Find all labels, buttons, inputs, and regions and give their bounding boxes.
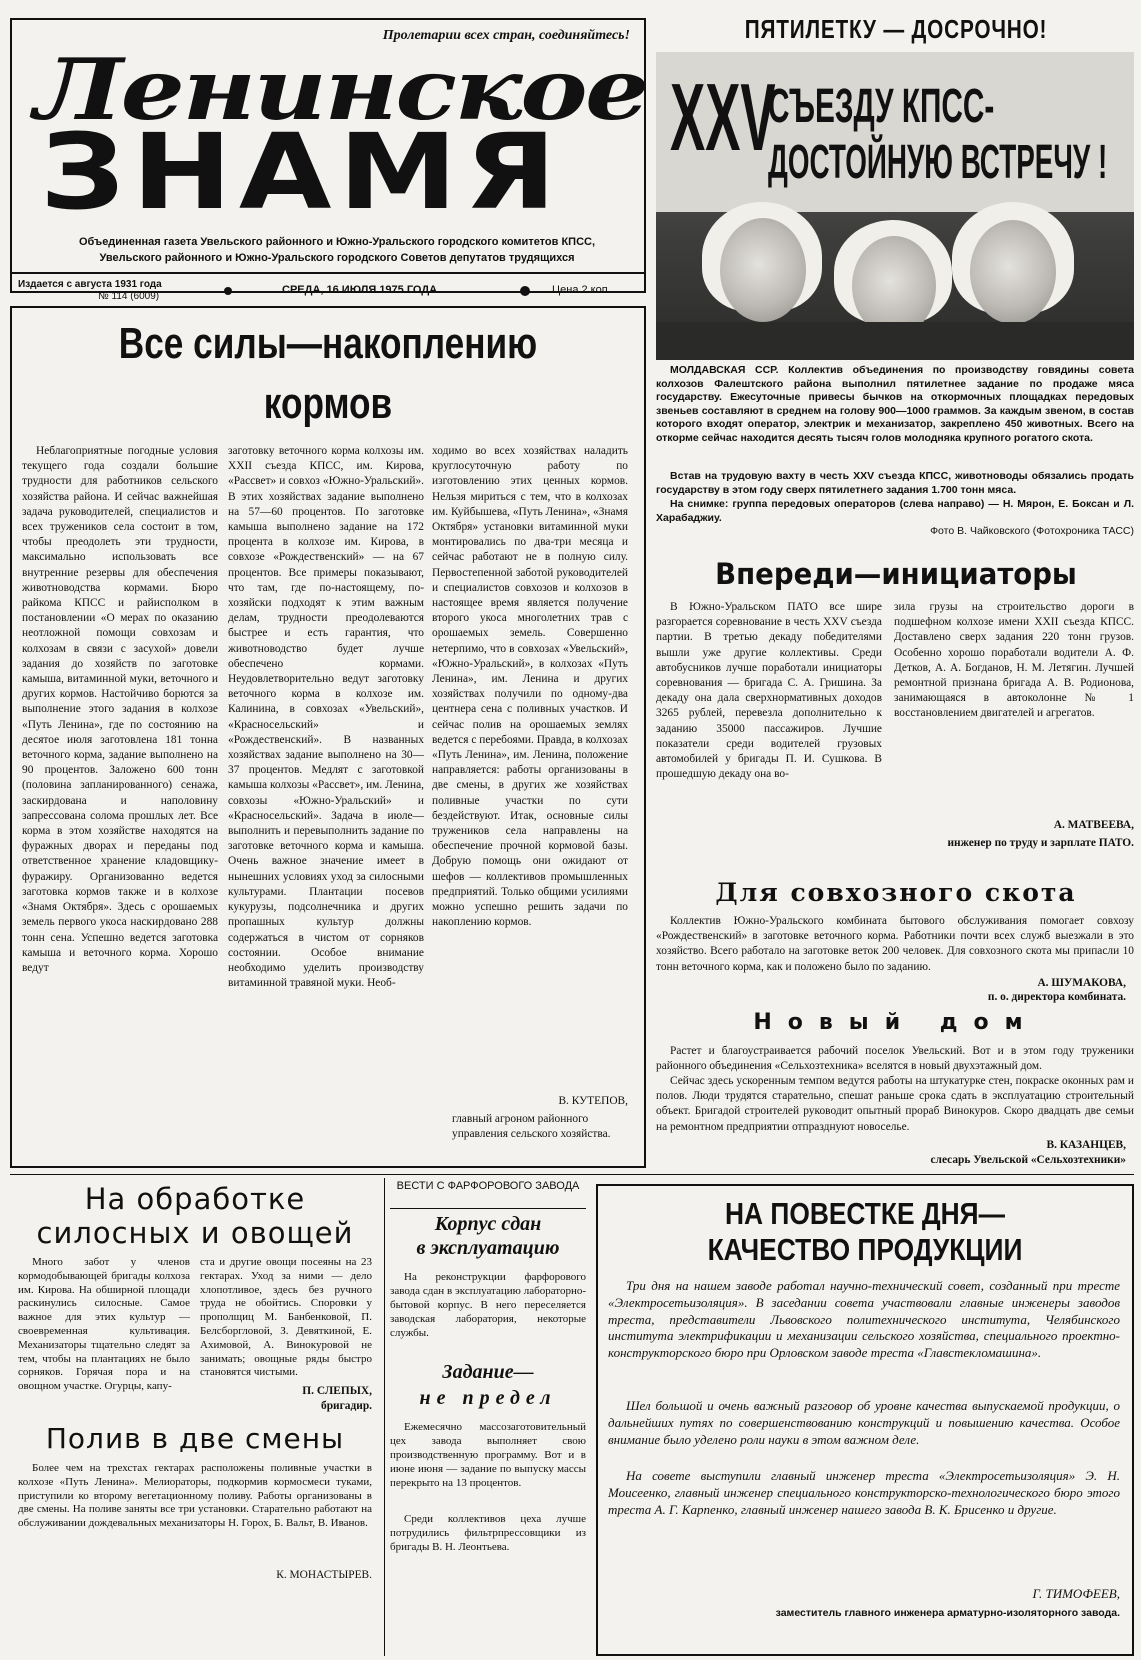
banner-line2: ДОСТОЙНУЮ ВСТРЕЧУ !: [768, 136, 1108, 189]
livestock-author: А. ШУМАКОВА,: [1037, 977, 1126, 989]
silage-title-line1: На обработке: [84, 1182, 306, 1216]
lead-author-title: главный агроном районного управления сельского хозяйства.: [452, 1113, 611, 1141]
masthead-title-top: Ленинское: [34, 40, 647, 139]
masthead-since: Издается с августа 1931 года: [18, 279, 162, 290]
masthead-issue-number: № 114 (6009): [98, 291, 160, 302]
house-article: [656, 1008, 1136, 1174]
lead-article: [10, 306, 646, 1168]
masthead-price: Цена 2 коп.: [552, 284, 611, 296]
watering-article: [10, 1422, 380, 1660]
masthead-subtitle-line2: Увельского районного и Южно-Уральского городского Советов депутатов трудящихся: [99, 252, 575, 264]
masthead-date: СРЕДА, 16 ИЮЛЯ 1975 ГОДА.: [282, 284, 441, 296]
quality-paragraph-1: Три дня на нашем заводе работал научно-технический совет, созданный при тресте «Электросетьизоляция». В заседании совета участвовали главные инженеры заводов треста, представители Львовского политехнического института, Челябинского института электрификации и механизации сельского хозяйства, специального проектно-конструкторского бюро при Орловском заводе треста «Главстекломашина».: [608, 1278, 1120, 1361]
lead-column-3: ходимо во всех хозяйствах наладить круглосуточную работу по изготовлению этих ценных кормов. Нельзя мириться с тем, что в колхозах им. Куйбышева, «Путь Ленина», «Знамя Октября» установки витаминной муки монтировались по два-три месяца и сейчас работают не в полную силу. Первостепенной заботой руководителей и специалистов совхозов и колхозов в настоящее время является получение второго укоса многолетних трав с орошаемых земель. Совершенно нетерпимо, что в совхозах «Увельский», «Южно-Уральский», в колхозах «Путь Ленина», им. Ленина и других хозяйствах получили по одному-два центнера сена с поливных участков. И сейчас полив на орошаемых землях ведется с перебоями. Правда, в колхозах «Путь Ленина», им. Ленина, положение направляется: работы организованы в две смены, в других же хозяйствах поливные участки по сути бездействуют. Итак, основные силы тружеников села направлены на обеспечение прочной кормовой базы. Добрую помощь они ожидают от шефов — коллективов промышленных предприятий. Только общими усилиями можно успешно решить задачи по накоплению кормов.: [432, 445, 628, 929]
livestock-title: Для совхозного скота: [715, 878, 1077, 907]
masthead-motto: Пролетарии всех стран, соединяйтесь!: [382, 28, 630, 43]
photo-caption-p1: МОЛДАВСКАЯ ССР. Коллектив объединения по производству говядины совета колхозов Фалештского района выполнил пятилетнее задание по продаже мяса государству. Ежесуточные привесы бычков на откормочных площадках передовых звеньев составляют в среднем на голову 900—1000 граммов. За каждым звеном, в состав которого входят оператор, электрик и механизатор, закреплено 450 животных. Всего на откорме сейчас находится десять тысяч голов молодняка крупного рогатого скота.: [656, 364, 1134, 444]
initiators-author-title: инженер по труду и зарплате ПАТО.: [947, 837, 1134, 849]
lead-author: В. КУТЕПОВ,: [558, 1095, 628, 1107]
porcelain-title-line1: Корпус сдан: [434, 1213, 542, 1235]
initiators-column-2: зила грузы на строительство дороги в подшефном колхозе имени XXII съезда КПСС. Доставлено сверх задания 220 тонн грузов. Особенно хорошо поработали водители А. Ф. Детков, А. А. Богданов, Н. М. Летягин. Лучшей ремонтной признана бригада А. В. Родионова, занимающаяся в автоколонне № 1 восстановлением двигателей и агрегатов.: [894, 601, 1134, 720]
house-body-1: Растет и благоустраивается рабочий поселок Увельский. Вот и в этом году труженики районного объединения «Сельхозтехника» вселятся в новый двухэтажный дом.: [656, 1045, 1134, 1073]
news-photo: [656, 52, 1134, 360]
worker-face: [970, 220, 1056, 324]
quality-paragraph-3: На совете выступили главный инженер треста «Электросетьизоляция» Э. Н. Моисеенко, главный инженер специального конструкторско-технологического бюро этого треста А. Г. Карпенко, главный инженер нашего завода В. К. Брисенко и другие.: [608, 1468, 1120, 1517]
initiators-article: [656, 556, 1136, 874]
porcelain-article: [390, 1178, 586, 1660]
watering-author: К. МОНАСТЫРЕВ.: [276, 1569, 372, 1581]
worker-face: [852, 236, 936, 336]
initiators-author: А. МАТВЕЕВА,: [1053, 819, 1134, 831]
porcelain-title2-line1: Задание—: [442, 1361, 534, 1383]
lead-title-line2: кормов: [263, 379, 393, 428]
dot-ornament-icon: [224, 287, 232, 295]
livestock-body: Коллектив Южно-Уральского комбината бытового обслуживания помогает совхозу «Рождественский» в заготовке веточного корма. Работники почти всех служб выезжали в это хозяйство. Всего работало на заготовке веток 200 человек. Для совхозного скота мы припасли 10 тонн веточного корма, как и положено было по заданию.: [656, 915, 1134, 973]
watering-body: Более чем на трехстах гектарах расположены поливные участки в колхозе «Путь Ленина». Мелиораторы, подкормив кормосмеси туками, приступили ко второму вегетационному поливу. Работы организованы в две смены. На поливе заняты все три установки. Старательно работают на обслуживании дождевальных механизаторы Н. Горох, Б. Вальт, В. Иванов.: [18, 1462, 372, 1530]
masthead-title-bottom: ЗНАМЯ: [40, 111, 564, 233]
masthead: [10, 18, 647, 302]
banner-xxv: XXV: [670, 64, 776, 171]
dot-ornament-icon: [520, 286, 530, 296]
photo-caption-p2: Встав на трудовую вахту в честь XXV съезда КПСС, животноводы обязались продать государству в этом году сверх пятилетнего задания 1.700 тонн мяса.: [656, 470, 1134, 496]
masthead-subtitle-line1: Объединенная газета Увельского районного и Южно-Уральского городского комитетов КПСС,: [78, 236, 596, 248]
quality-article: [596, 1184, 1134, 1656]
porcelain-rubric: ВЕСТИ С ФАРФОРОВОГО ЗАВОДА: [396, 1180, 580, 1192]
quality-paragraph-2: Шел большой и очень важный разговор об уровне качества выпускаемой продукции, о дальнейших путях по совершенствованию конструкций и повышению качества. Особое внимание было уделено роли науки в этом важном деле.: [608, 1398, 1120, 1447]
initiators-title: Впереди—инициаторы: [715, 557, 1077, 591]
photo-caption-p3: На снимке: группа передовых операторов (слева направо) — Н. Мярон, Е. Боксан и Л. Харабаджиу.: [656, 498, 1134, 524]
quality-author: Г. ТИМОФЕЕВ,: [1032, 1586, 1120, 1601]
photo-banner: [656, 52, 1134, 212]
watering-title: Полив в две смены: [45, 1422, 345, 1455]
porcelain-body: На реконструкции фарфорового завода сдан в эксплуатацию лабораторно-бытовой корпус. В него переселяется заводская лаборатория, некоторые службы.: [390, 1271, 586, 1339]
photo-slogan: ПЯТИЛЕТКУ — ДОСРОЧНО!: [744, 14, 1048, 44]
porcelain-title2-line2: не предел: [419, 1387, 557, 1409]
quality-title-line1: НА ПОВЕСТКЕ ДНЯ—: [725, 1196, 1005, 1231]
photo-credit: Фото В. Чайковского (Фотохроника ТАСС): [930, 525, 1134, 537]
section-divider: [10, 1174, 1134, 1175]
house-body-2: Сейчас здесь ускоренным темпом ведутся работы на штукатурке стен, покраске оконных рам и полов. Люди трудятся старательно, спешат раньше срока сдать в эксплуатацию строительный объект. Бригадой строителей руководит опытный прораб Винокуров. Скоро двадцать две семьи на ремонтном предприятии отпразднуют новоселье.: [656, 1075, 1134, 1133]
house-author: В. КАЗАНЦЕВ,: [1046, 1139, 1126, 1151]
silage-column-2: ста и другие овощи посеяны на 23 гектарах. Уход за ними — дело хлопотливое, здесь без ручного труда не обойтись. Споровки у прополщиц М. Банбенковой, П. Белсборгловой, З. Девяткиной, Е. Ахимовой, А. Винокуровой не занимать; овощные ряды быстро становятся чистыми.: [200, 1256, 372, 1379]
silage-author-title: бригадир.: [321, 1400, 372, 1412]
lead-column-1: Неблагоприятные погодные условия текущего года создали большие трудности для работников сельского хозяйства района. И сейчас важнейшая задача руководителей, специалистов и всех тружеников села состоит в том, чтобы преодолеть эти трудности, максимально использовать все внутренние резервы для обеспечения животноводства кормами. Бюро райкома КПСС и райисполком в постановлении «О мерах по оказанию неотложной помощи совхозам и колхозам в связи с засухой» довели задания до хозяйств по заготовке камыша, витаминной муки, веточного и других кормов. Настойчиво борются за выполнение этого задания в колхозе «Путь Ленина», где по состоянию на десятое июля заготовлена 181 тонна веточного корма, задание выполнено на 90 процентов. Заложено 600 тонн (половина запланированного) сенажа, заскирдована и наполовину запрессована солома прошлых лет. Все корма в этом хозяйстве находятся на фуражных дворах и переданы под ответственное хранение кладовщику-фуражиру. Организованно ведется заготовка кормов также и в колхозе «Знамя Октября». Здесь с орошаемых земель первого укоса наскирдовано 288 тонн сена. Успешно ведется заготовка камыша и веточного корма. Хорошо ведут: [22, 445, 218, 974]
livestock-article: [656, 876, 1136, 1006]
banner-line1: СЪЕЗДУ КПСС-: [768, 80, 995, 133]
lead-title-line1: Все силы—накоплению: [118, 319, 538, 368]
silage-title-line2: силосных и овощей: [36, 1216, 354, 1250]
livestock-author-title: п. о. директора комбината.: [987, 991, 1126, 1003]
photo-section: [656, 8, 1136, 553]
house-author-title: слесарь Увельской «Сельхозтехники»: [930, 1154, 1126, 1166]
porcelain-body-3: Среди коллективов цеха лучше потрудились фильтрпрессовщики из бригады В. Н. Леонтьева.: [390, 1513, 586, 1553]
silage-column-1: Много забот у членов кормодобывающей бригады колхоза им. Кирова. На обширной площади раскинулись силосные. Самое важное для этих культур — своевременная культивация. Механизаторы тщательно следят за тем, чтобы на плантациях не было сорняков. Горячая пора и на овощном участке. Огурцы, капу-: [18, 1256, 190, 1393]
silage-author: П. СЛЕПЫХ,: [302, 1385, 372, 1397]
porcelain-title-line2: в эксплуатацию: [416, 1237, 560, 1259]
initiators-column-1: В Южно-Уральском ПАТО все шире разгорается соревнование в честь XXV съезда партии. В третью декаду победителями вышли уже другие коллективы. Среди автобусников лучше поработали инициаторы соревнования — бригада С. А. Гришина. За декаду она дала сверхнормативных доходов 3265 рублей, перевезла дополнительно к заданию 35000 пассажиров. Лучшие показатели среди водителей грузовых автомобилей у бригады П. И. Сушкова. В прошедшую декаду она во-: [656, 601, 882, 781]
quality-author-title: заместитель главного инженера арматурно-изоляторного завода.: [775, 1607, 1120, 1619]
quality-title-line2: КАЧЕСТВО ПРОДУКЦИИ: [707, 1232, 1023, 1267]
lead-column-2: заготовку веточного корма колхозы им. XXII съезда КПСС, им. Кирова, «Рассвет» и совхоз «Южно-Уральский». В этих хозяйствах задание выполнено на 57—60 процентов. По заготовке камыша выполнено задание на 172 процента в колхозе им. Кирова, в совхозе «Рождественский» — на 67 процентов. Все примеры показывают, что там, где по-настоящему, по-хозяйски подходят к этим важным делам, трудности преодолеваются быстрее и есть гарантия, что животноводство будет лучше обеспечено кормами. Неудовлетворительно ведут заготовку веточного корма в колхозе им. Калинина, в совхозах «Увельский», «Красносельский» и «Рождественский». В названных хозяйствах задание выполнено на 30—37 процентов. Медлят с заготовкой камыша колхозы «Рассвет», им. Ленина, совхозы «Южно-Уральский» и «Красносельский». Задача в июле—выполнить и перевыполнить задание по заготовке веточного корма и камыша. Очень важное значение имеет в нынешних условиях уход за силосными культурами. Плантации посевов кукурузы, подсолнечника и других пропашных культур должны содержаться в чистом от сорняков состоянии. Особое внимание необходимо уделить производству витаминной травяной муки. Необ-: [228, 445, 424, 990]
worker-face: [720, 218, 806, 322]
porcelain-body-2: Ежемесячно массозаготовительный цех завода выполняет свою производственную программу. Вот и в июне июня — задание по выпуску массы перекрыто на 13 процентов.: [390, 1421, 586, 1489]
silage-article: [10, 1178, 380, 1418]
house-title: Новый дом: [753, 1010, 1039, 1035]
